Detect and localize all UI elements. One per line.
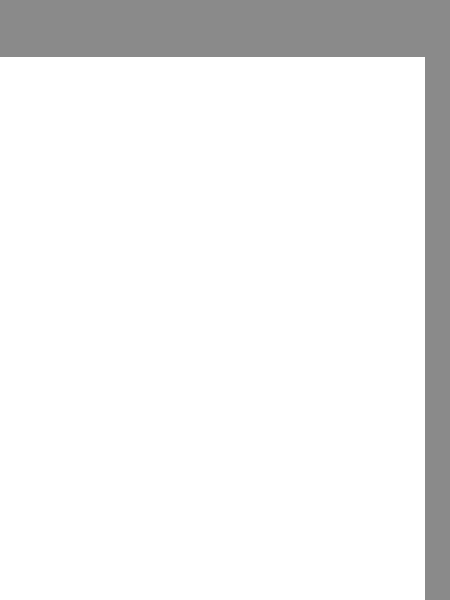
page-edge-tab	[425, 0, 450, 600]
page-title	[0, 0, 425, 57]
